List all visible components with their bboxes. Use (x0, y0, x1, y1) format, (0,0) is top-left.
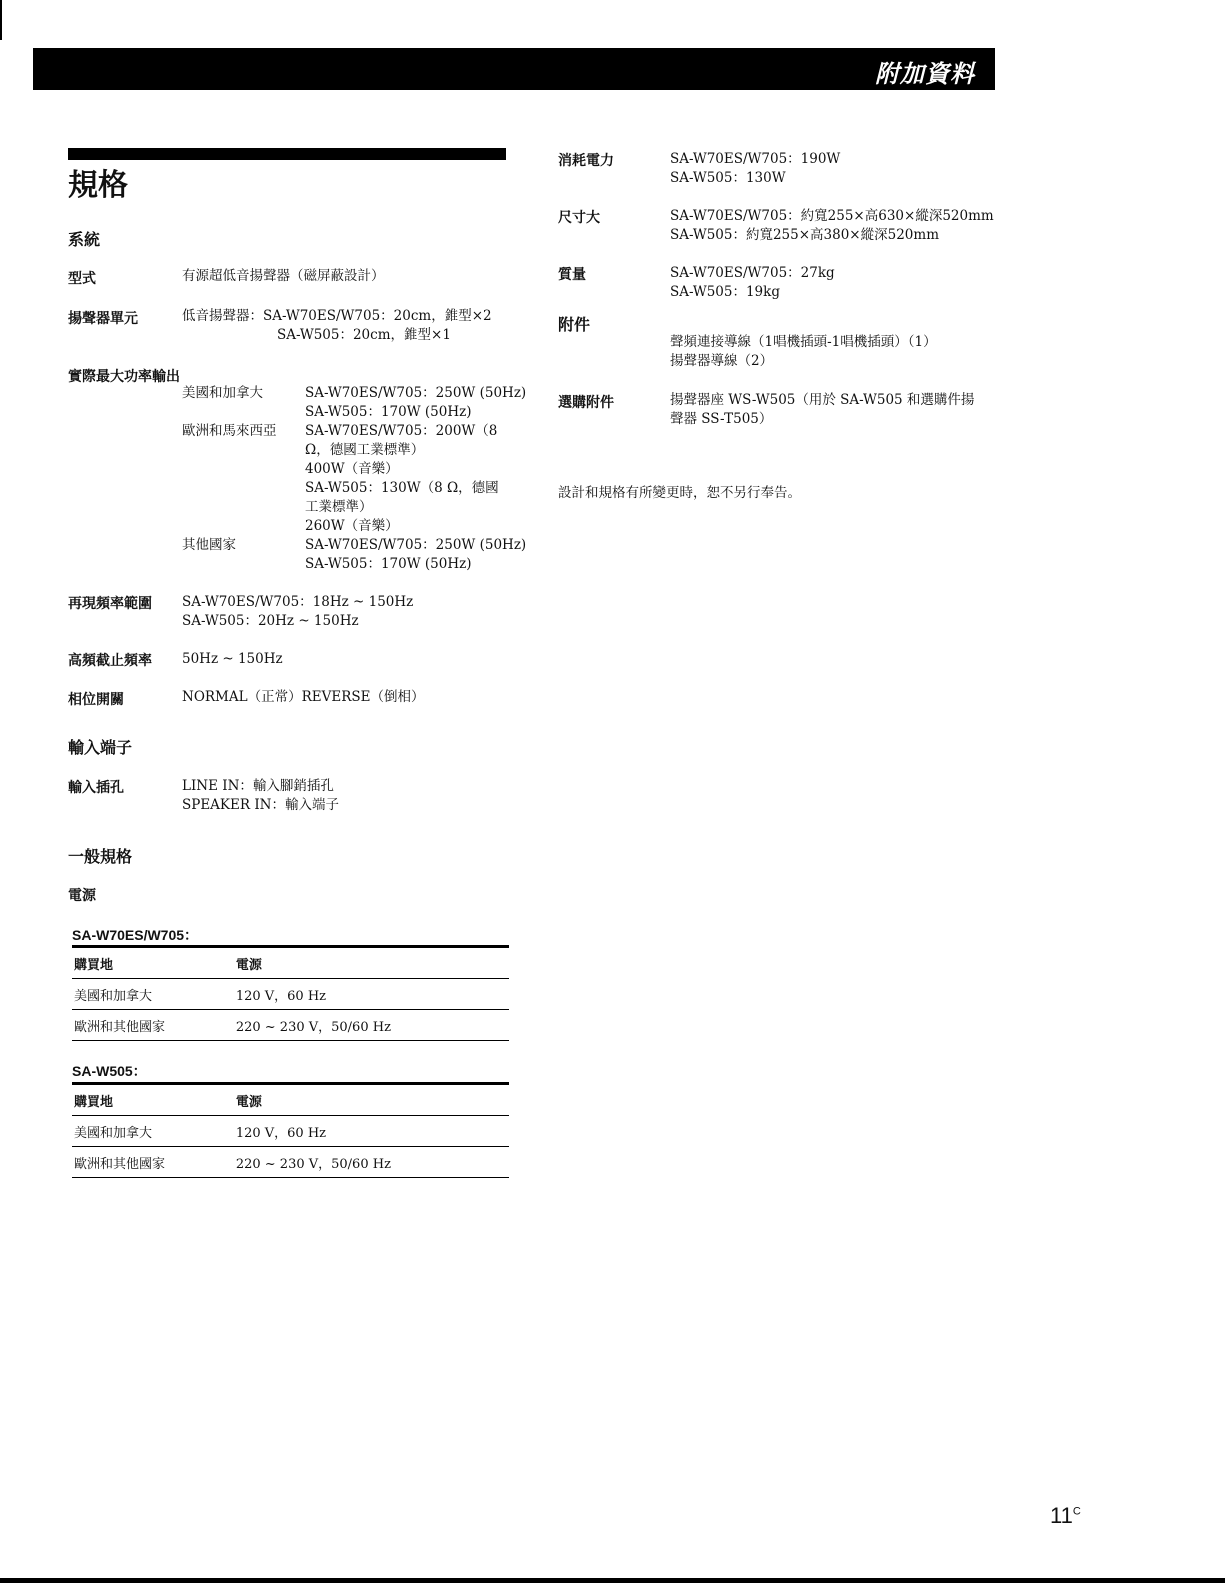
region-eu-label: 歐洲和馬來西亞 (182, 423, 277, 439)
cutoff-value: 50Hz ~ 150Hz (182, 651, 283, 667)
region-other-line-1: SA-W70ES/W705：250W (50Hz) (305, 537, 527, 553)
cutoff-label: 高頻截止頻率 (68, 653, 152, 669)
speaker-unit-label: 揚聲器單元 (68, 311, 138, 327)
region-other-line-2: SA-W505：170W (50Hz) (305, 556, 472, 572)
table-row (72, 1010, 509, 1041)
speaker-unit-line-2: SA-W505：20cm，錐型×1 (277, 327, 451, 343)
consumption-line-2: SA-W505：130W (670, 170, 786, 186)
consumption-line-1: SA-W70ES/W705：190W (670, 151, 841, 167)
column-header-power: 電源 (235, 1094, 262, 1110)
region-us-line-2: SA-W505：170W (50Hz) (305, 404, 472, 420)
phase-switch-value: NORMAL（正常）REVERSE（倒相） (182, 689, 425, 705)
column-header-power: 電源 (235, 957, 262, 973)
region-us-label: 美國和加拿大 (182, 385, 263, 401)
table-cell: 120 V，60 Hz (235, 988, 327, 1004)
page-number-value: 11 (1050, 1503, 1073, 1528)
table-2-model: SA-W505： (72, 1063, 147, 1079)
accessories-line-1: 聲頻連接導線（1唱機插頭-1唱機插頭）（1） (670, 334, 937, 350)
region-eu-line-4: SA-W505：130W（8 Ω，德國 (305, 480, 499, 496)
column-header-purchase-location: 購買地 (74, 1094, 114, 1110)
column-header-purchase-location: 購買地 (74, 957, 114, 973)
bottom-edge (0, 1578, 1225, 1583)
optional-accessories-line-2: 聲器 SS-T505） (670, 411, 773, 427)
dimensions-line-2: SA-W505：約寬255×高380×縱深520mm (670, 227, 939, 243)
speaker-unit-line-1: 低音揚聲器：SA-W70ES/W705：20cm，錐型×2 (182, 308, 492, 324)
optional-accessories-label: 選購附件 (558, 395, 614, 411)
mass-label: 質量 (558, 267, 586, 283)
frequency-range-line-1: SA-W70ES/W705：18Hz ~ 150Hz (182, 594, 414, 610)
title-rule (68, 148, 506, 160)
margin-mark (0, 0, 2, 40)
table-cell: 美國和加拿大 (74, 988, 153, 1004)
accessories-line-2: 揚聲器導線（2） (670, 353, 774, 369)
table-cell: 220 ~ 230 V，50/60 Hz (235, 1019, 391, 1035)
region-eu-line-1: SA-W70ES/W705：200W（8 (305, 423, 498, 439)
section-title: 附加資料 (875, 60, 975, 88)
region-eu-line-3: 400W（音樂） (305, 461, 399, 477)
table-row (72, 979, 509, 1010)
dimensions-line-1: SA-W70ES/W705：約寬255×高630×縱深520mm (670, 208, 994, 224)
input-jack-line-2: SPEAKER IN：輸入端子 (182, 797, 339, 813)
inputs-heading: 輸入端子 (68, 738, 133, 757)
input-jack-line-1: LINE IN：輸入腳銷插孔 (182, 778, 334, 794)
mass-line-1: SA-W70ES/W705：27kg (670, 265, 835, 281)
power-supply-heading: 電源 (68, 888, 96, 904)
frequency-range-label: 再現頻率範圍 (68, 596, 152, 612)
optional-accessories-line-1: 揚聲器座 WS-W505（用於 SA-W505 和選購件揚 (670, 392, 975, 408)
power-table-w505 (72, 1082, 509, 1178)
region-eu-line-2: Ω，德國工業標準） (305, 442, 425, 458)
table-cell: 120 V，60 Hz (235, 1125, 327, 1141)
dimensions-label: 尺寸大 (558, 210, 600, 226)
table-cell: 歐洲和其他國家 (74, 1019, 166, 1035)
consumption-label: 消耗電力 (558, 153, 614, 169)
type-value: 有源超低音揚聲器（磁屏蔽設計） (182, 268, 385, 284)
region-eu-line-5: 工業標準） (305, 499, 373, 515)
system-heading: 系統 (68, 230, 101, 249)
page-number-suffix: C (1072, 1505, 1081, 1518)
table-row (72, 1147, 509, 1178)
table-cell: 歐洲和其他國家 (74, 1156, 166, 1172)
phase-switch-label: 相位開關 (68, 692, 124, 708)
table-1-model: SA-W70ES/W705： (72, 927, 199, 943)
power-output-label: 實際最大功率輸出 (68, 369, 180, 385)
region-us-line-1: SA-W70ES/W705：250W (50Hz) (305, 385, 527, 401)
type-label: 型式 (68, 271, 96, 287)
frequency-range-line-2: SA-W505：20Hz ~ 150Hz (182, 613, 359, 629)
power-table-w70 (72, 945, 509, 1041)
section-header-bar (33, 48, 995, 90)
table-cell: 220 ~ 230 V，50/60 Hz (235, 1156, 391, 1172)
accessories-label: 附件 (558, 315, 591, 334)
design-change-notice: 設計和規格有所變更時，恕不另行奉告。 (558, 485, 801, 501)
input-jack-label: 輸入插孔 (68, 780, 124, 796)
page-number (1050, 1503, 1081, 1529)
page-title: 規格 (68, 168, 128, 203)
region-eu-line-6: 260W（音樂） (305, 518, 399, 534)
table-cell: 美國和加拿大 (74, 1125, 153, 1141)
region-other-label: 其他國家 (182, 537, 236, 553)
table-row (72, 1116, 509, 1147)
general-heading: 一般規格 (68, 847, 133, 866)
mass-line-2: SA-W505：19kg (670, 284, 780, 300)
